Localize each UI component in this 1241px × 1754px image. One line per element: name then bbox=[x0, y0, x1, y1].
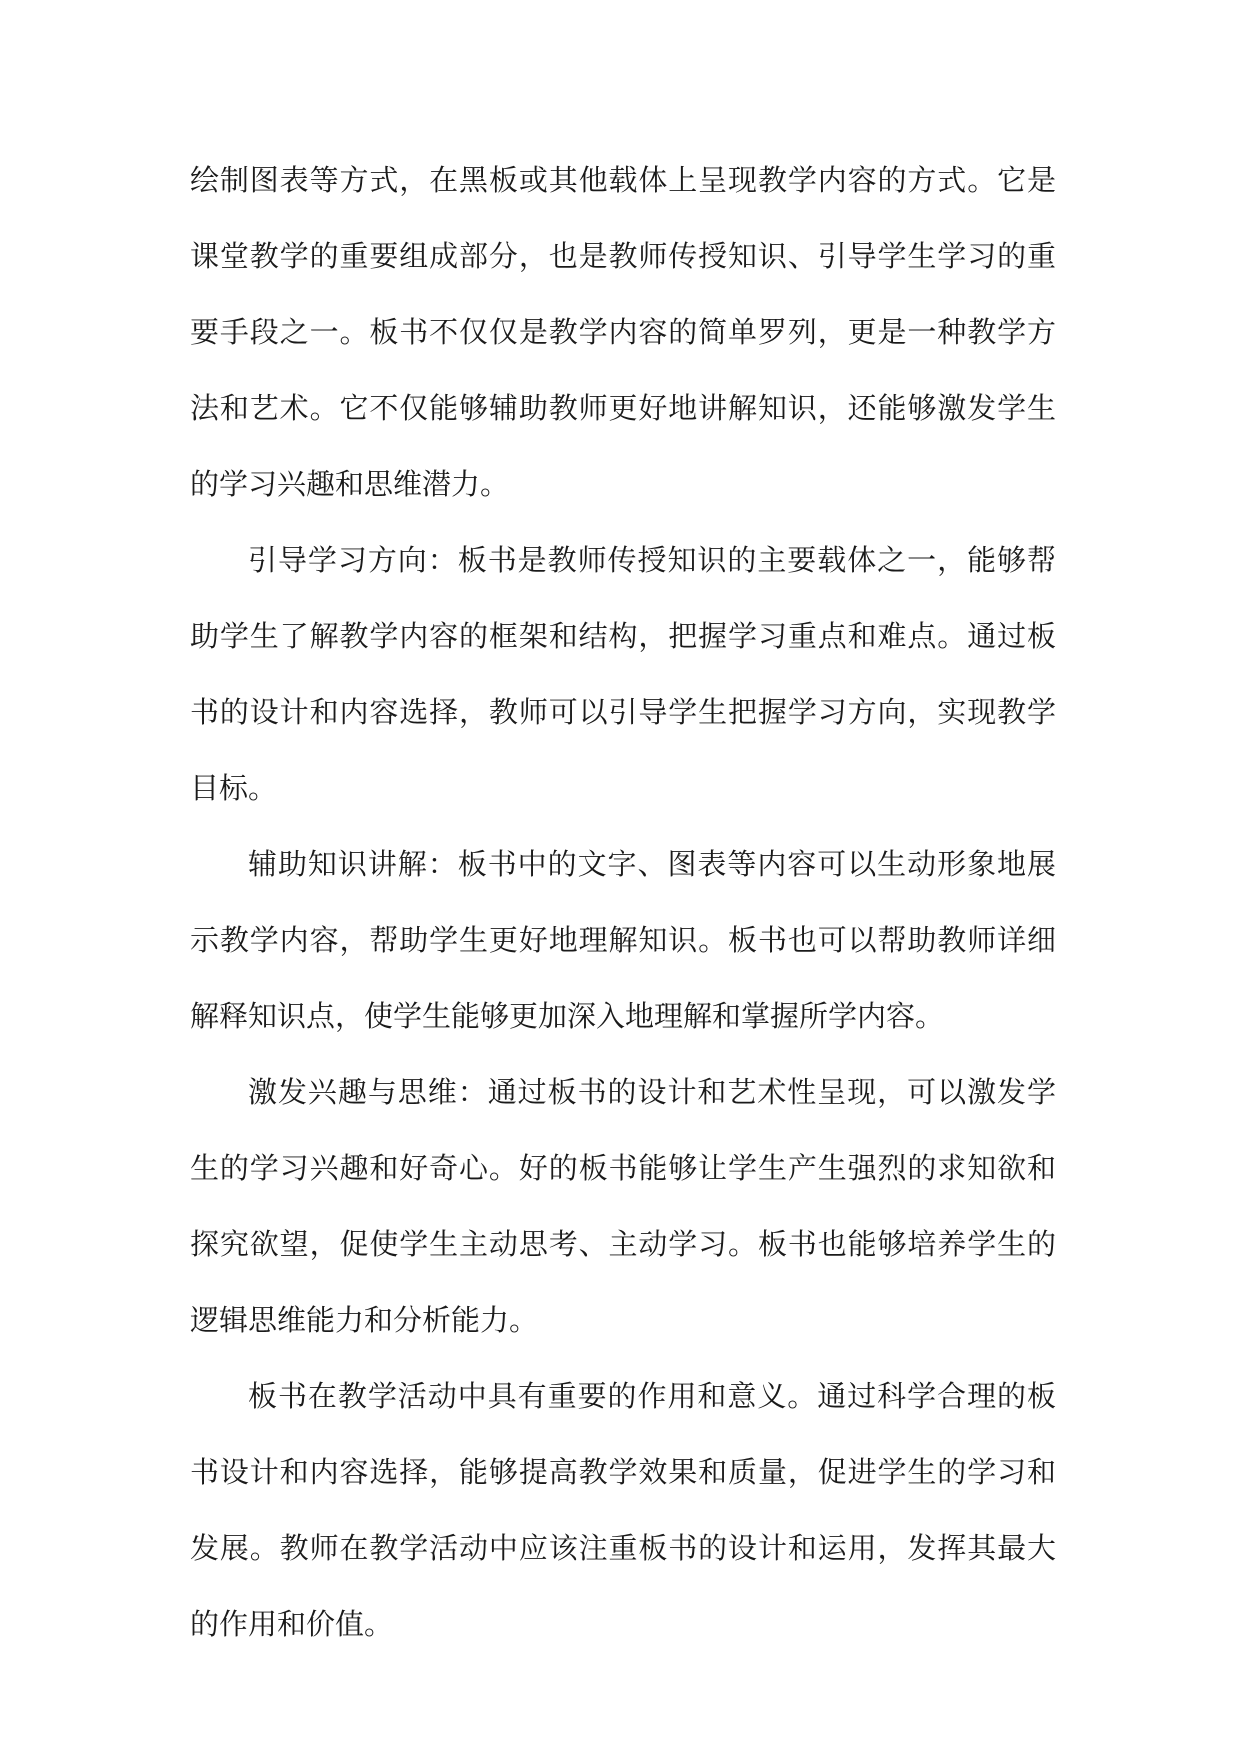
paragraph-assist-knowledge-explanation: 辅助知识讲解：板书中的文字、图表等内容可以生动形象地展示教学内容，帮助学生更好地理解知识。板书也可以帮助教师详细解释知识点，使学生能够更加深入地理解和掌握所学内容。 bbox=[190, 847, 1056, 1033]
paragraph-continuation: 绘制图表等方式，在黑板或其他载体上呈现教学内容的方式。它是课堂教学的重要组成部分，也是教师传授知识、引导学生学习的重要手段之一。板书不仅仅是教学内容的简单罗列，更是一种教学方法和艺术。它不仅能够辅助教师更好地讲解知识，还能够激发学生的学习兴趣和思维潜力。 bbox=[190, 163, 1056, 501]
paragraph-stimulate-interest-thinking: 激发兴趣与思维：通过板书的设计和艺术性呈现，可以激发学生的学习兴趣和好奇心。好的板书能够让学生产生强烈的求知欲和探究欲望，促使学生主动思考、主动学习。板书也能够培养学生的逻辑思维能力和分析能力。 bbox=[190, 1075, 1056, 1337]
paragraph-guide-learning-direction: 引导学习方向：板书是教师传授知识的主要载体之一，能够帮助学生了解教学内容的框架和结构，把握学习重点和难点。通过板书的设计和内容选择，教师可以引导学生把握学习方向，实现教学目标。 bbox=[190, 543, 1056, 805]
paragraph-conclusion: 板书在教学活动中具有重要的作用和意义。通过科学合理的板书设计和内容选择，能够提高教学效果和质量，促进学生的学习和发展。教师在教学活动中应该注重板书的设计和运用，发挥其最大的作用和价值。 bbox=[190, 1379, 1056, 1641]
body-text bbox=[190, 142, 1056, 1662]
